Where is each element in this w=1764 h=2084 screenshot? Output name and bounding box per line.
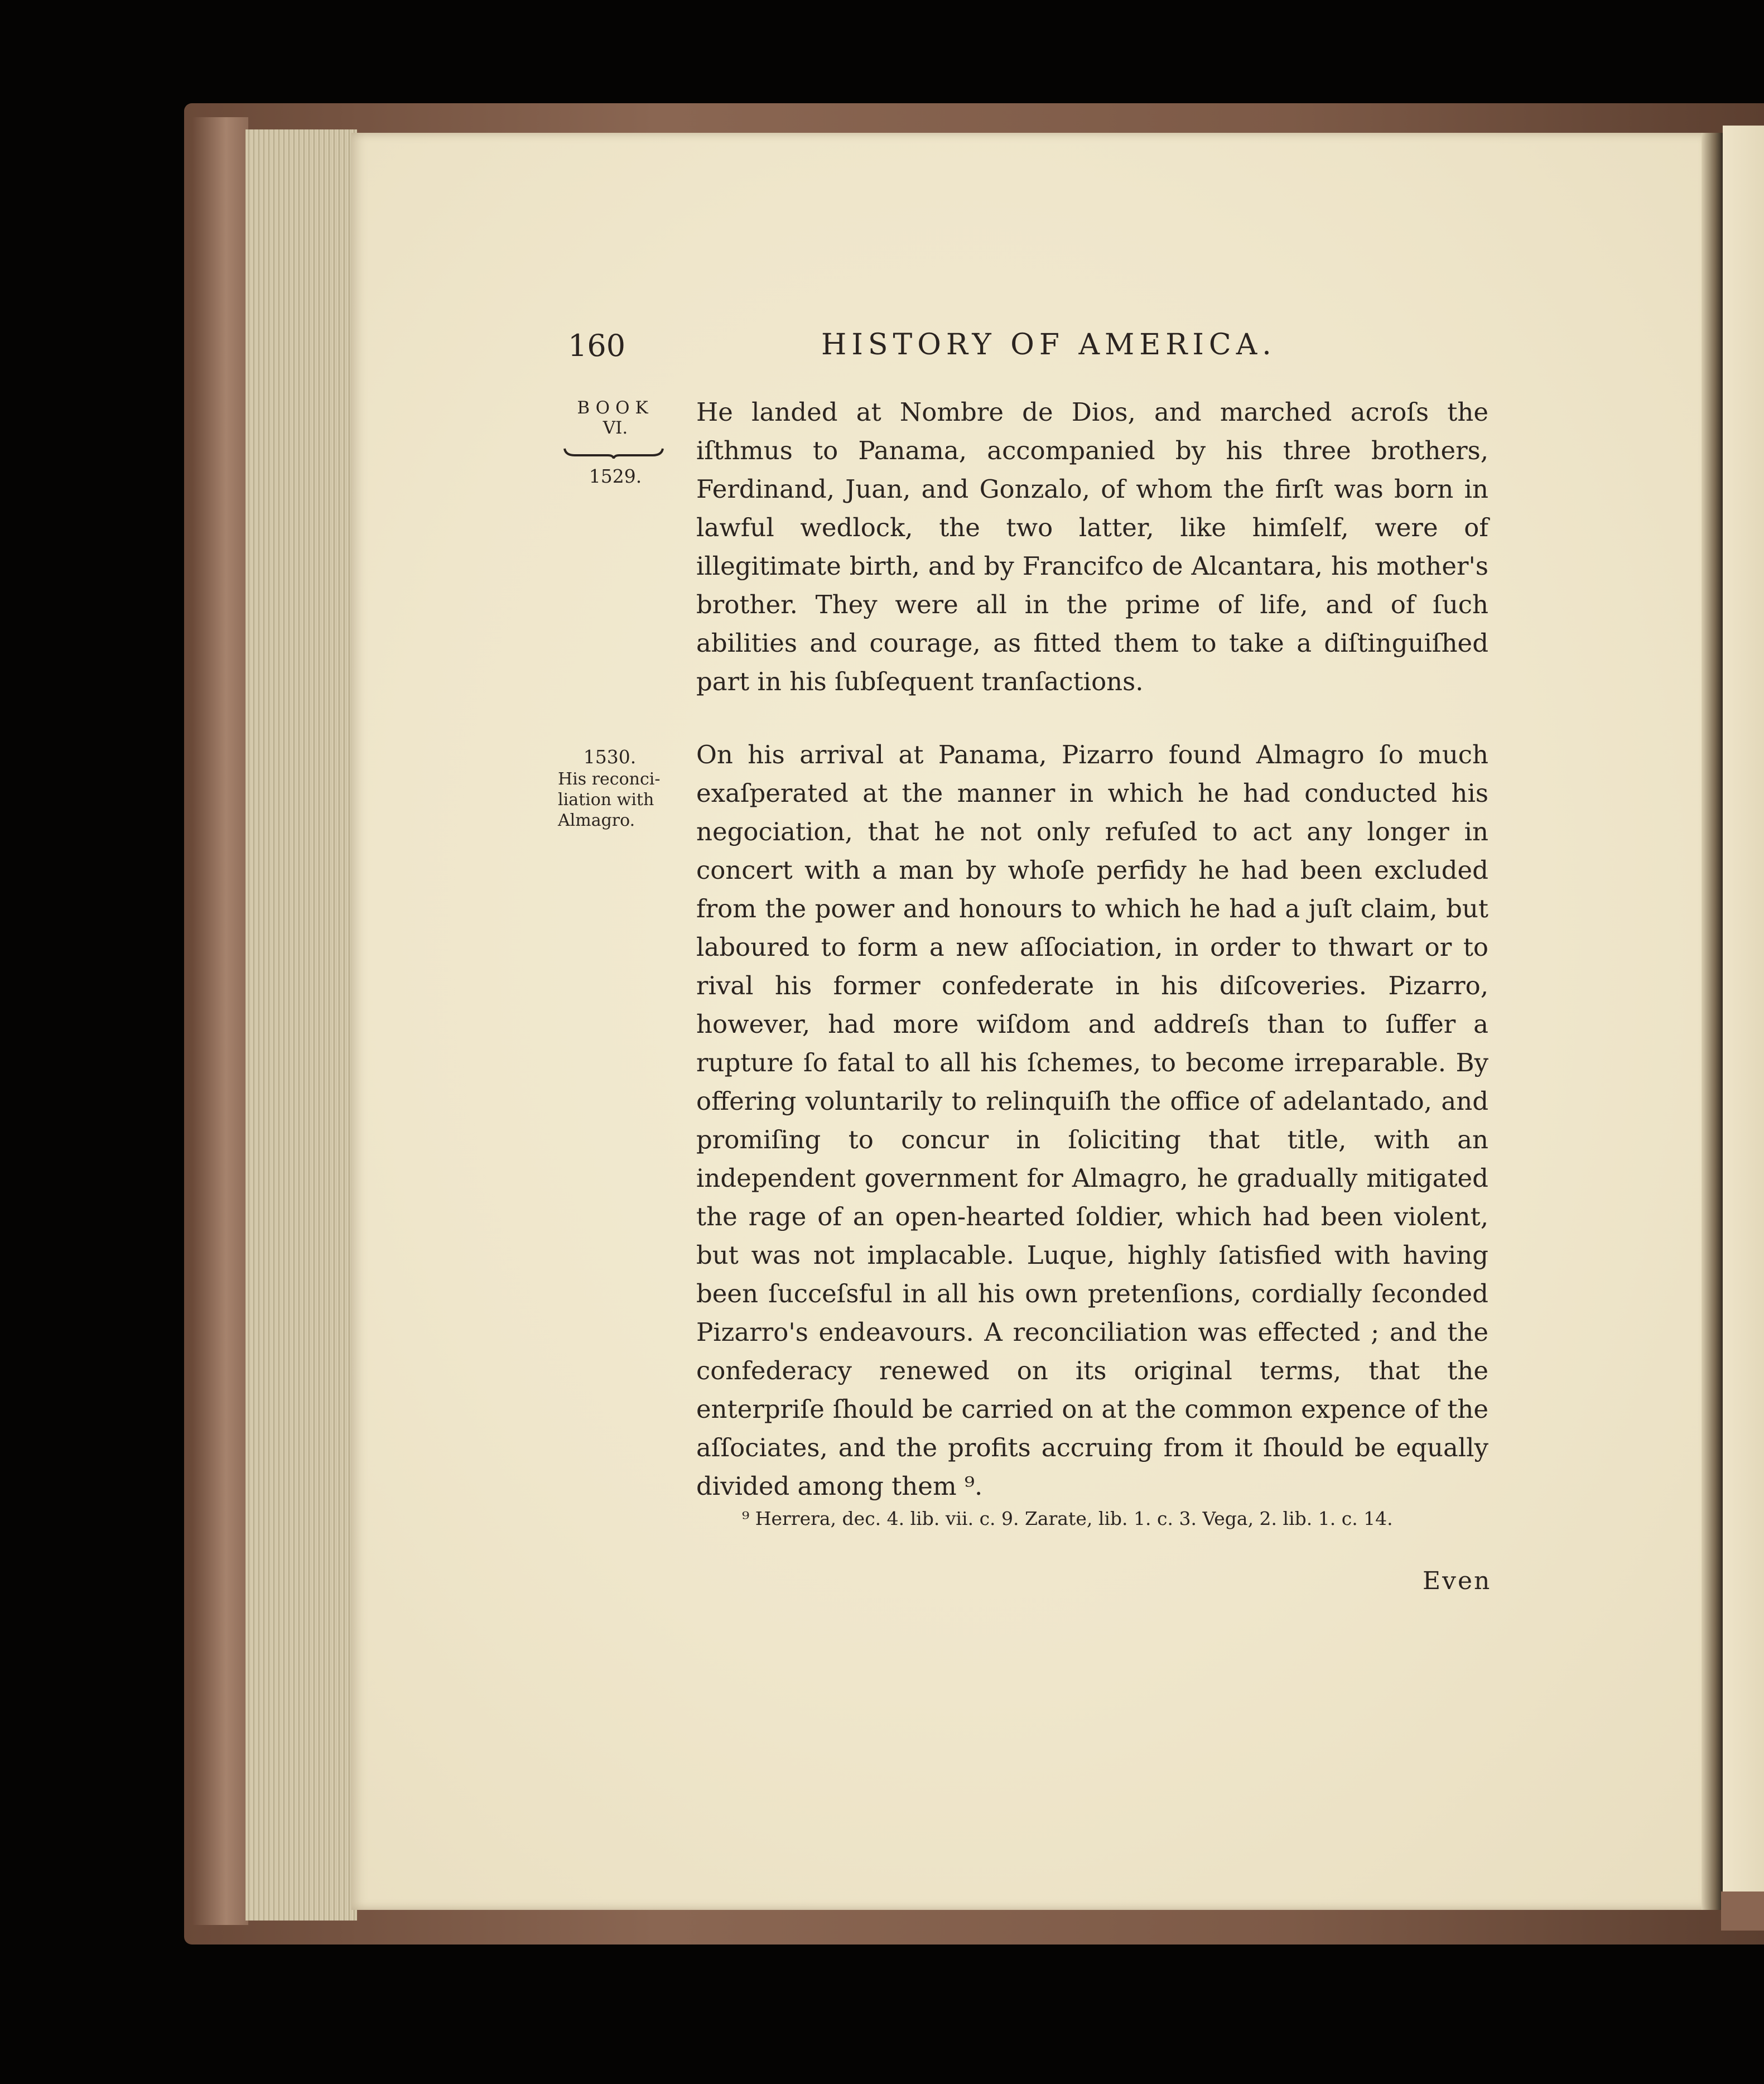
margin-book-label: BOOK: [577, 398, 654, 418]
page-number: 160: [568, 328, 626, 363]
margin-year-1530: 1530.: [583, 746, 637, 768]
margin-brace: [563, 446, 664, 459]
cover-board-edge: [192, 117, 248, 1925]
running-head: HISTORY OF AMERICA.: [821, 328, 1276, 362]
margin-side-heading: His reconci-liation with Almagro.: [558, 769, 661, 830]
facing-page-edge: [1723, 126, 1764, 1917]
page-stack-edges: [245, 129, 357, 1921]
page-gutter: [1702, 133, 1724, 1910]
footnote: ⁹ Herrera, dec. 4. lib. vii. c. 9. Zarate, lib. 1. c. 3. Vega, 2. lib. 1. c. 14.: [742, 1508, 1393, 1529]
facing-cover-corner: [1721, 1892, 1764, 1931]
margin-book-number: VI.: [603, 418, 628, 438]
paragraph-1: He landed at Nombre de Dios, and marched acroſs the iſthmus to Panama, accompanied by his three brothers, Ferdinand, Juan, and Gonzalo, of whom the firſt was born in lawful wedlock, the two latter, like himſelf, were of illegitimate birth, and by Francifco de Alcantara, his mother's brother. They were all in the prime of life, and of ſuch abilities and courage, as fitted them to take a diſtinguiſhed part in his ſubſequent tranſactions.: [696, 397, 1488, 696]
catchword: Even: [1423, 1567, 1492, 1595]
margin-year-1529: 1529.: [589, 465, 642, 487]
paragraph-2: On his arrival at Panama, Pizarro found Almagro ſo much exaſperated at the manner in which he had conducted his negociation, that he not only refuſed to act any longer in concert with a man by whoſe perfidy he had been excluded from the power and honours to which he had a juſt claim, but laboured to form a new aſſociation, in order to thwart or to rival his former confederate in his diſcoveries. Pizarro, however, had more wiſdom and addreſs than to ſuffer a rupture ſo fatal to all his ſchemes, to become irreparable. By offering voluntarily to relinquiſh the office of adelantado, and promiſing to concur in ſoliciting that title, with an independent government for Almagro, he gradually mitigated the rage of an open-hearted ſoldier, which had been violent, but was not implacable. Luque, highly ſatisfied with having been ſucceſsful in all his own pretenſions, cordially ſeconded Pizarro's endeavours. A reconciliation was effected ; and the confederacy renewed on its original terms, that the enterpriſe ſhould be carried on at the common expence of the aſſociates, and the profits accruing from it ſhould be equally divided among them ⁹.: [696, 740, 1488, 1501]
